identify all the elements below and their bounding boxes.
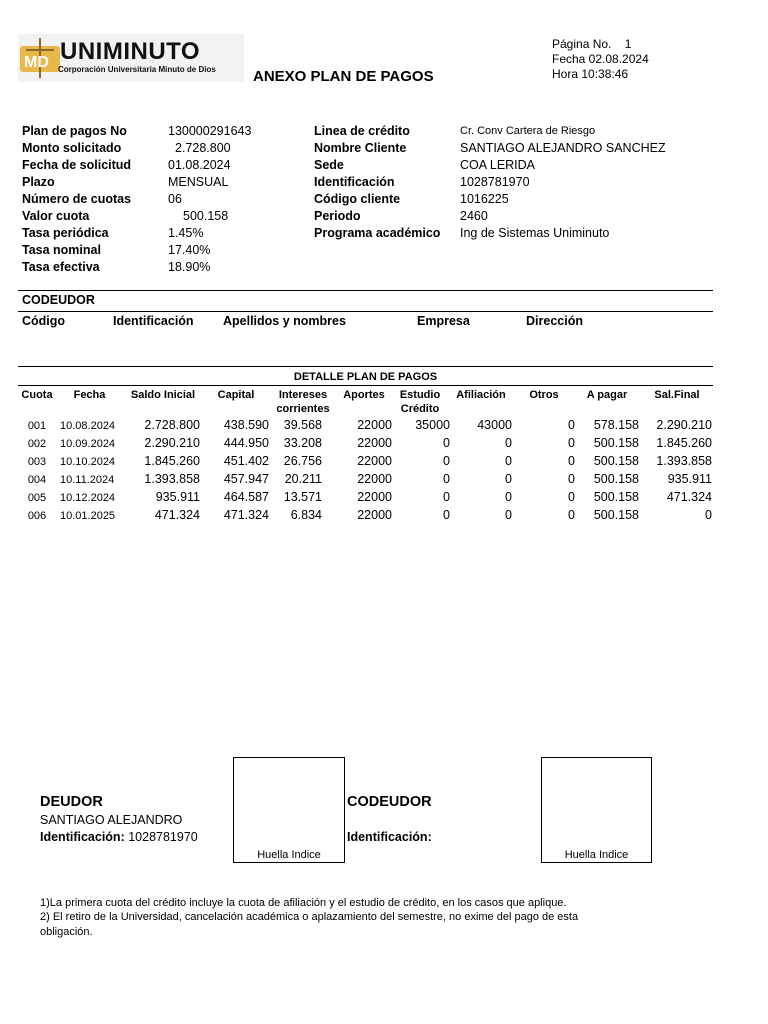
- cell-capital: 438.590: [223, 418, 269, 432]
- logo-subtitle: Corporación Universitaria Minuto de Dios: [58, 65, 216, 74]
- cell-a-pagar: 500.158: [593, 508, 639, 522]
- field-value: 500.158: [183, 209, 229, 223]
- cell-cuota: 003: [27, 456, 47, 468]
- column-header: Aportes: [343, 389, 385, 401]
- cell-cuota: 004: [27, 474, 47, 486]
- cell-intereses: 39.568: [283, 418, 322, 432]
- uniminuto-mark-icon: [18, 36, 62, 80]
- field-value: 2460: [460, 209, 488, 223]
- cell-aportes: 22000: [357, 436, 392, 450]
- cell-afiliacion: 0: [505, 472, 512, 486]
- field-value: 1028781970: [460, 175, 530, 189]
- codeudor-col-empresa: Empresa: [417, 314, 470, 328]
- cell-otros: 0: [568, 508, 575, 522]
- field-value: COA LERIDA: [460, 158, 536, 172]
- column-header: Afiliación: [456, 389, 506, 401]
- field-value: MENSUAL: [168, 175, 229, 189]
- cell-cuota: 002: [27, 438, 47, 450]
- cell-fecha: 10.11.2024: [60, 474, 115, 486]
- field-value: Ing de Sistemas Uniminuto: [460, 226, 610, 240]
- cell-estudio-credito: 35000: [415, 418, 450, 432]
- deudor-identificacion: Identificación: 1028781970: [40, 830, 198, 844]
- cell-cuota: 005: [27, 492, 47, 504]
- cell-estudio-credito: 0: [443, 436, 450, 450]
- detalle-title: DETALLE PLAN DE PAGOS: [293, 371, 438, 383]
- field-label: Sede: [314, 158, 344, 172]
- cell-saldo-inicial: 935.911: [155, 490, 200, 504]
- field-label: Tasa nominal: [22, 243, 101, 257]
- logo-brand: UNIMINUTO: [60, 38, 201, 65]
- cell-a-pagar: 578.158: [593, 418, 639, 432]
- field-label: Periodo: [314, 209, 361, 223]
- field-value: 06: [168, 192, 182, 206]
- field-value: 17.40%: [168, 243, 211, 257]
- uniminuto-logo: [18, 34, 244, 82]
- cell-aportes: 22000: [357, 490, 392, 504]
- cell-estudio-credito: 0: [443, 508, 450, 522]
- huella-box-deudor: [233, 757, 345, 863]
- cell-afiliacion: 0: [505, 508, 512, 522]
- field-label: Identificación: [314, 175, 395, 189]
- field-value: 130000291643: [168, 124, 252, 138]
- field-value: Cr. Conv Cartera de Riesgo: [460, 125, 596, 137]
- cell-estudio-credito: 0: [443, 472, 450, 486]
- note-2-continued: obligación.: [40, 926, 93, 938]
- cell-capital: 464.587: [223, 490, 269, 504]
- note-1: 1)La primera cuota del crédito incluye la cuota de afiliación y el estudio de crédito, en los casos que aplique.: [40, 897, 567, 909]
- field-label: Linea de crédito: [314, 124, 410, 138]
- cell-fecha: 10.09.2024: [60, 438, 116, 450]
- codeudor-title: CODEUDOR: [22, 293, 95, 307]
- column-header: Saldo Inicial: [130, 389, 196, 401]
- page-number: 1: [624, 37, 632, 51]
- column-header: Fecha: [73, 389, 106, 401]
- field-label: Número de cuotas: [22, 192, 132, 206]
- cell-a-pagar: 500.158: [593, 454, 639, 468]
- codeudor-firma-title: CODEUDOR: [347, 794, 432, 810]
- column-header: Estudio Crédito: [399, 389, 441, 415]
- column-header: Cuota: [21, 389, 53, 401]
- field-value: 01.08.2024: [168, 158, 231, 172]
- cell-capital: 444.950: [223, 436, 269, 450]
- cell-afiliacion: 0: [505, 436, 512, 450]
- column-header: Intereses corrientes: [276, 389, 330, 415]
- field-value: 1.45%: [168, 226, 204, 240]
- column-header: Otros: [529, 389, 559, 401]
- cell-aportes: 22000: [357, 508, 392, 522]
- print-date: Fecha 02.08.2024: [552, 52, 649, 66]
- cell-fecha: 10.01.2025: [60, 510, 116, 522]
- cell-fecha: 10.12.2024: [60, 492, 116, 504]
- huella-label: Huella Indice: [257, 849, 321, 861]
- document-title: ANEXO PLAN DE PAGOS: [253, 68, 434, 85]
- field-label: Monto solicitado: [22, 141, 122, 155]
- cell-capital: 457.947: [223, 472, 269, 486]
- cell-cuota: 001: [27, 420, 47, 432]
- cell-saldo-final: 0: [705, 508, 712, 522]
- cell-saldo-final: 471.324: [666, 490, 712, 504]
- cell-capital: 471.324: [223, 508, 269, 522]
- cell-saldo-inicial: 1.845.260: [144, 454, 200, 468]
- divider: [18, 366, 713, 367]
- cell-fecha: 10.10.2024: [60, 456, 116, 468]
- cell-a-pagar: 500.158: [593, 472, 639, 486]
- cell-saldo-final: 2.290.210: [656, 418, 712, 432]
- field-value: 2.728.800: [175, 141, 231, 155]
- cell-a-pagar: 500.158: [593, 436, 639, 450]
- field-label: Tasa efectiva: [22, 260, 100, 274]
- cell-otros: 0: [568, 436, 575, 450]
- cell-aportes: 22000: [357, 454, 392, 468]
- cell-otros: 0: [568, 472, 575, 486]
- field-label: Código cliente: [314, 192, 401, 206]
- field-label: Fecha de solicitud: [22, 158, 132, 172]
- codeudor-col-identificacion: Identificación: [113, 314, 194, 328]
- cell-intereses: 20.211: [284, 472, 322, 486]
- cell-afiliacion: 0: [505, 490, 512, 504]
- cell-intereses: 13.571: [283, 490, 322, 504]
- field-label: Valor cuota: [22, 209, 90, 223]
- cell-saldo-inicial: 1.393.858: [144, 472, 200, 486]
- divider: [18, 290, 713, 291]
- cell-saldo-inicial: 2.728.800: [144, 418, 200, 432]
- field-value: 1016225: [460, 192, 509, 206]
- codeudor-col-direccion: Dirección: [526, 314, 583, 328]
- field-value: 18.90%: [168, 260, 211, 274]
- field-label: Plazo: [22, 175, 55, 189]
- cell-otros: 0: [568, 418, 575, 432]
- field-label: Nombre Cliente: [314, 141, 407, 155]
- cell-capital: 451.402: [223, 454, 269, 468]
- cell-saldo-final: 1.393.858: [656, 454, 712, 468]
- cell-intereses: 33.208: [283, 436, 322, 450]
- cell-estudio-credito: 0: [443, 490, 450, 504]
- deudor-name: SANTIAGO ALEJANDRO: [40, 813, 183, 827]
- codeudor-col-codigo: Código: [22, 314, 66, 328]
- cell-estudio-credito: 0: [443, 454, 450, 468]
- field-value: SANTIAGO ALEJANDRO SANCHEZ: [460, 141, 666, 155]
- note-2: 2) El retiro de la Universidad, cancelación académica o aplazamiento del semestre, no exime del pago de esta: [40, 911, 579, 923]
- codeudor-identificacion: Identificación:: [347, 830, 432, 844]
- divider: [18, 385, 713, 386]
- cell-afiliacion: 0: [505, 454, 512, 468]
- svg-text:MD: MD: [24, 54, 49, 71]
- cell-afiliacion: 43000: [477, 418, 512, 432]
- cell-aportes: 22000: [357, 418, 392, 432]
- print-time: Hora 10:38:46: [552, 67, 629, 81]
- cell-otros: 0: [568, 454, 575, 468]
- cell-a-pagar: 500.158: [593, 490, 639, 504]
- field-label: Plan de pagos No: [22, 124, 127, 138]
- column-header: A pagar: [586, 389, 628, 401]
- cell-saldo-inicial: 2.290.210: [144, 436, 200, 450]
- cell-otros: 0: [568, 490, 575, 504]
- huella-box-codeudor: [541, 757, 652, 863]
- cell-aportes: 22000: [357, 472, 392, 486]
- cell-intereses: 6.834: [290, 508, 322, 522]
- cell-intereses: 26.756: [283, 454, 322, 468]
- divider: [18, 311, 713, 312]
- page-label: Página No. 1: [552, 37, 632, 51]
- field-label: Tasa periódica: [22, 226, 109, 240]
- huella-label: Huella Indice: [564, 849, 629, 861]
- cell-saldo-final: 935.911: [667, 472, 712, 486]
- field-label: Programa académico: [314, 226, 441, 240]
- codeudor-col-nombres: Apellidos y nombres: [223, 314, 346, 328]
- cell-saldo-final: 1.845.260: [656, 436, 712, 450]
- cell-cuota: 006: [27, 510, 47, 522]
- cell-fecha: 10.08.2024: [60, 420, 116, 432]
- column-header: Sal.Final: [654, 389, 700, 401]
- column-header: Capital: [217, 389, 255, 401]
- cell-saldo-inicial: 471.324: [154, 508, 200, 522]
- deudor-title: DEUDOR: [40, 794, 103, 810]
